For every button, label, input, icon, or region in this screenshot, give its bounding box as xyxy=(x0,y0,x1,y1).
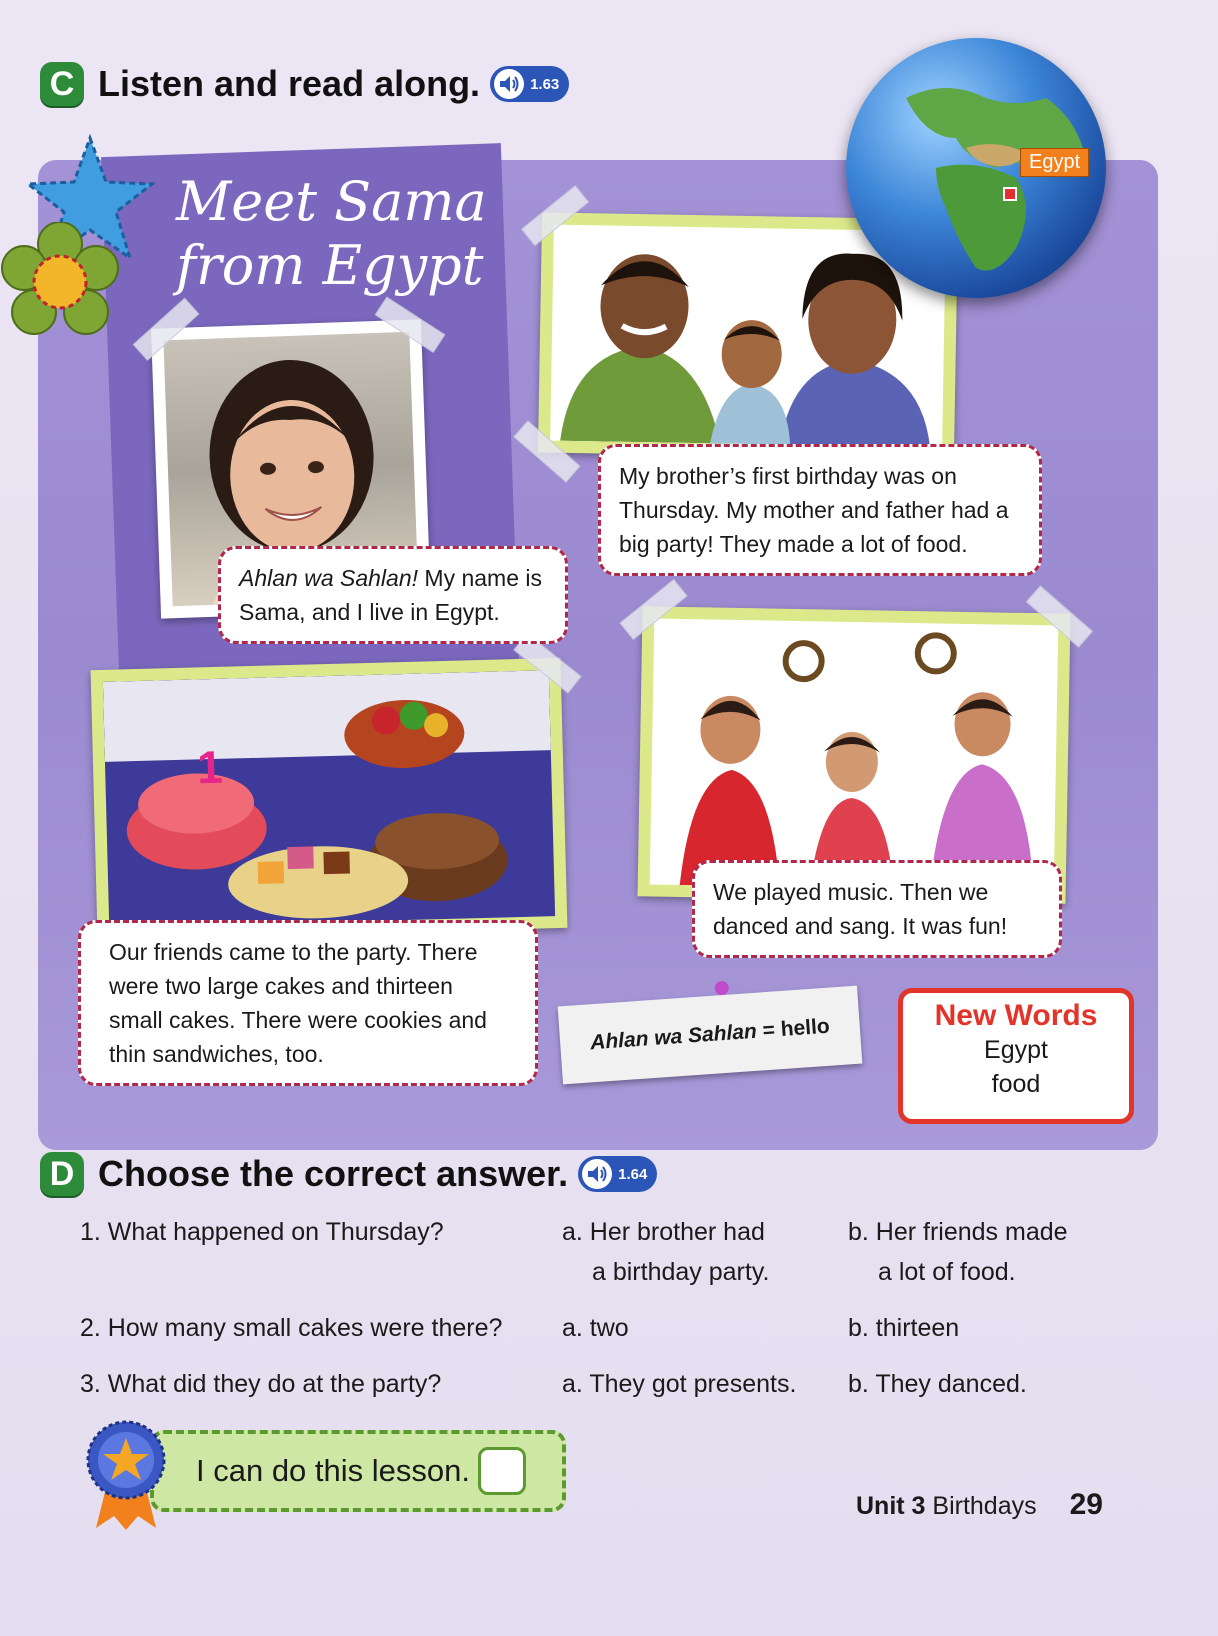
can-do-text: I can do this lesson. xyxy=(196,1453,470,1488)
flower-decoration-icon xyxy=(0,222,120,342)
cake-number: 1 xyxy=(196,740,224,794)
can-do-banner xyxy=(150,1430,566,1512)
new-words-title: New Words xyxy=(934,999,1098,1032)
speaker-icon xyxy=(494,69,524,99)
picture-food xyxy=(91,658,568,940)
children-dancing-illustration-icon xyxy=(650,618,1059,891)
section-c-title: Listen and read along. xyxy=(98,63,481,104)
audio-button-c[interactable] xyxy=(490,66,569,102)
unit-label: Unit 3 xyxy=(856,1492,926,1520)
question-text: 3. What did they do at the party? xyxy=(80,1370,442,1398)
self-check-checkbox[interactable] xyxy=(478,1447,526,1495)
question-text: 2. How many small cakes were there? xyxy=(80,1314,503,1342)
speaker-icon xyxy=(582,1159,612,1189)
award-ribbon-icon xyxy=(86,1420,166,1530)
speech-bubble-birthday: My brother’s first birthday was on Thursday. My mother and father had a big party! They made a lot of food. xyxy=(598,444,1042,576)
speech-bubble-music: We played music. Then we danced and sang. It was fun! xyxy=(692,860,1062,958)
section-c-header xyxy=(40,62,569,106)
audio-button-d[interactable] xyxy=(578,1156,657,1192)
option-b[interactable]: b. Her friends made a lot of food. xyxy=(848,1218,1068,1286)
option-b[interactable]: b. They danced. xyxy=(848,1370,1027,1398)
option-b[interactable]: b. thirteen xyxy=(848,1314,960,1342)
globe-egypt-label: Egypt xyxy=(1020,148,1089,177)
speech-bubble-food: Our friends came to the party. There were two large cakes and thirteen small cakes. There were cookies and thin sandwiches, too. xyxy=(78,920,538,1086)
option-a[interactable]: a. They got presents. xyxy=(562,1370,797,1398)
story-title xyxy=(176,170,496,298)
speech-bubble-intro xyxy=(218,546,568,644)
intro-text: My name is Sama, and I live in Egypt. xyxy=(239,565,542,625)
section-d-header xyxy=(40,1152,657,1196)
page-footer xyxy=(856,1488,1103,1522)
section-d-title: Choose the correct answer. xyxy=(98,1153,569,1194)
new-words-box xyxy=(898,988,1134,1124)
option-a[interactable]: a. two xyxy=(562,1314,629,1342)
audio-track-number: 1.63 xyxy=(530,75,560,93)
party-food-illustration-icon xyxy=(103,670,555,928)
greeting-text: Ahlan wa Sahlan! xyxy=(239,565,419,591)
note-word: Ahlan wa Sahlan xyxy=(589,1019,758,1055)
section-c-letter: C xyxy=(40,62,84,106)
section-d-letter: D xyxy=(40,1152,84,1196)
unit-name: Birthdays xyxy=(932,1492,1037,1520)
story-title-line1: Meet Sama xyxy=(176,170,487,233)
audio-track-number: 1.64 xyxy=(618,1165,648,1183)
option-a[interactable]: a. Her brother had a birthday party. xyxy=(562,1218,770,1286)
question-text: 1. What happened on Thursday? xyxy=(80,1218,444,1246)
story-title-line2: from Egypt xyxy=(176,234,484,297)
new-word-item: food xyxy=(991,1070,1041,1098)
page-number: 29 xyxy=(1069,1488,1103,1521)
note-meaning: = hello xyxy=(761,1014,831,1043)
new-word-item: Egypt xyxy=(984,1036,1048,1064)
